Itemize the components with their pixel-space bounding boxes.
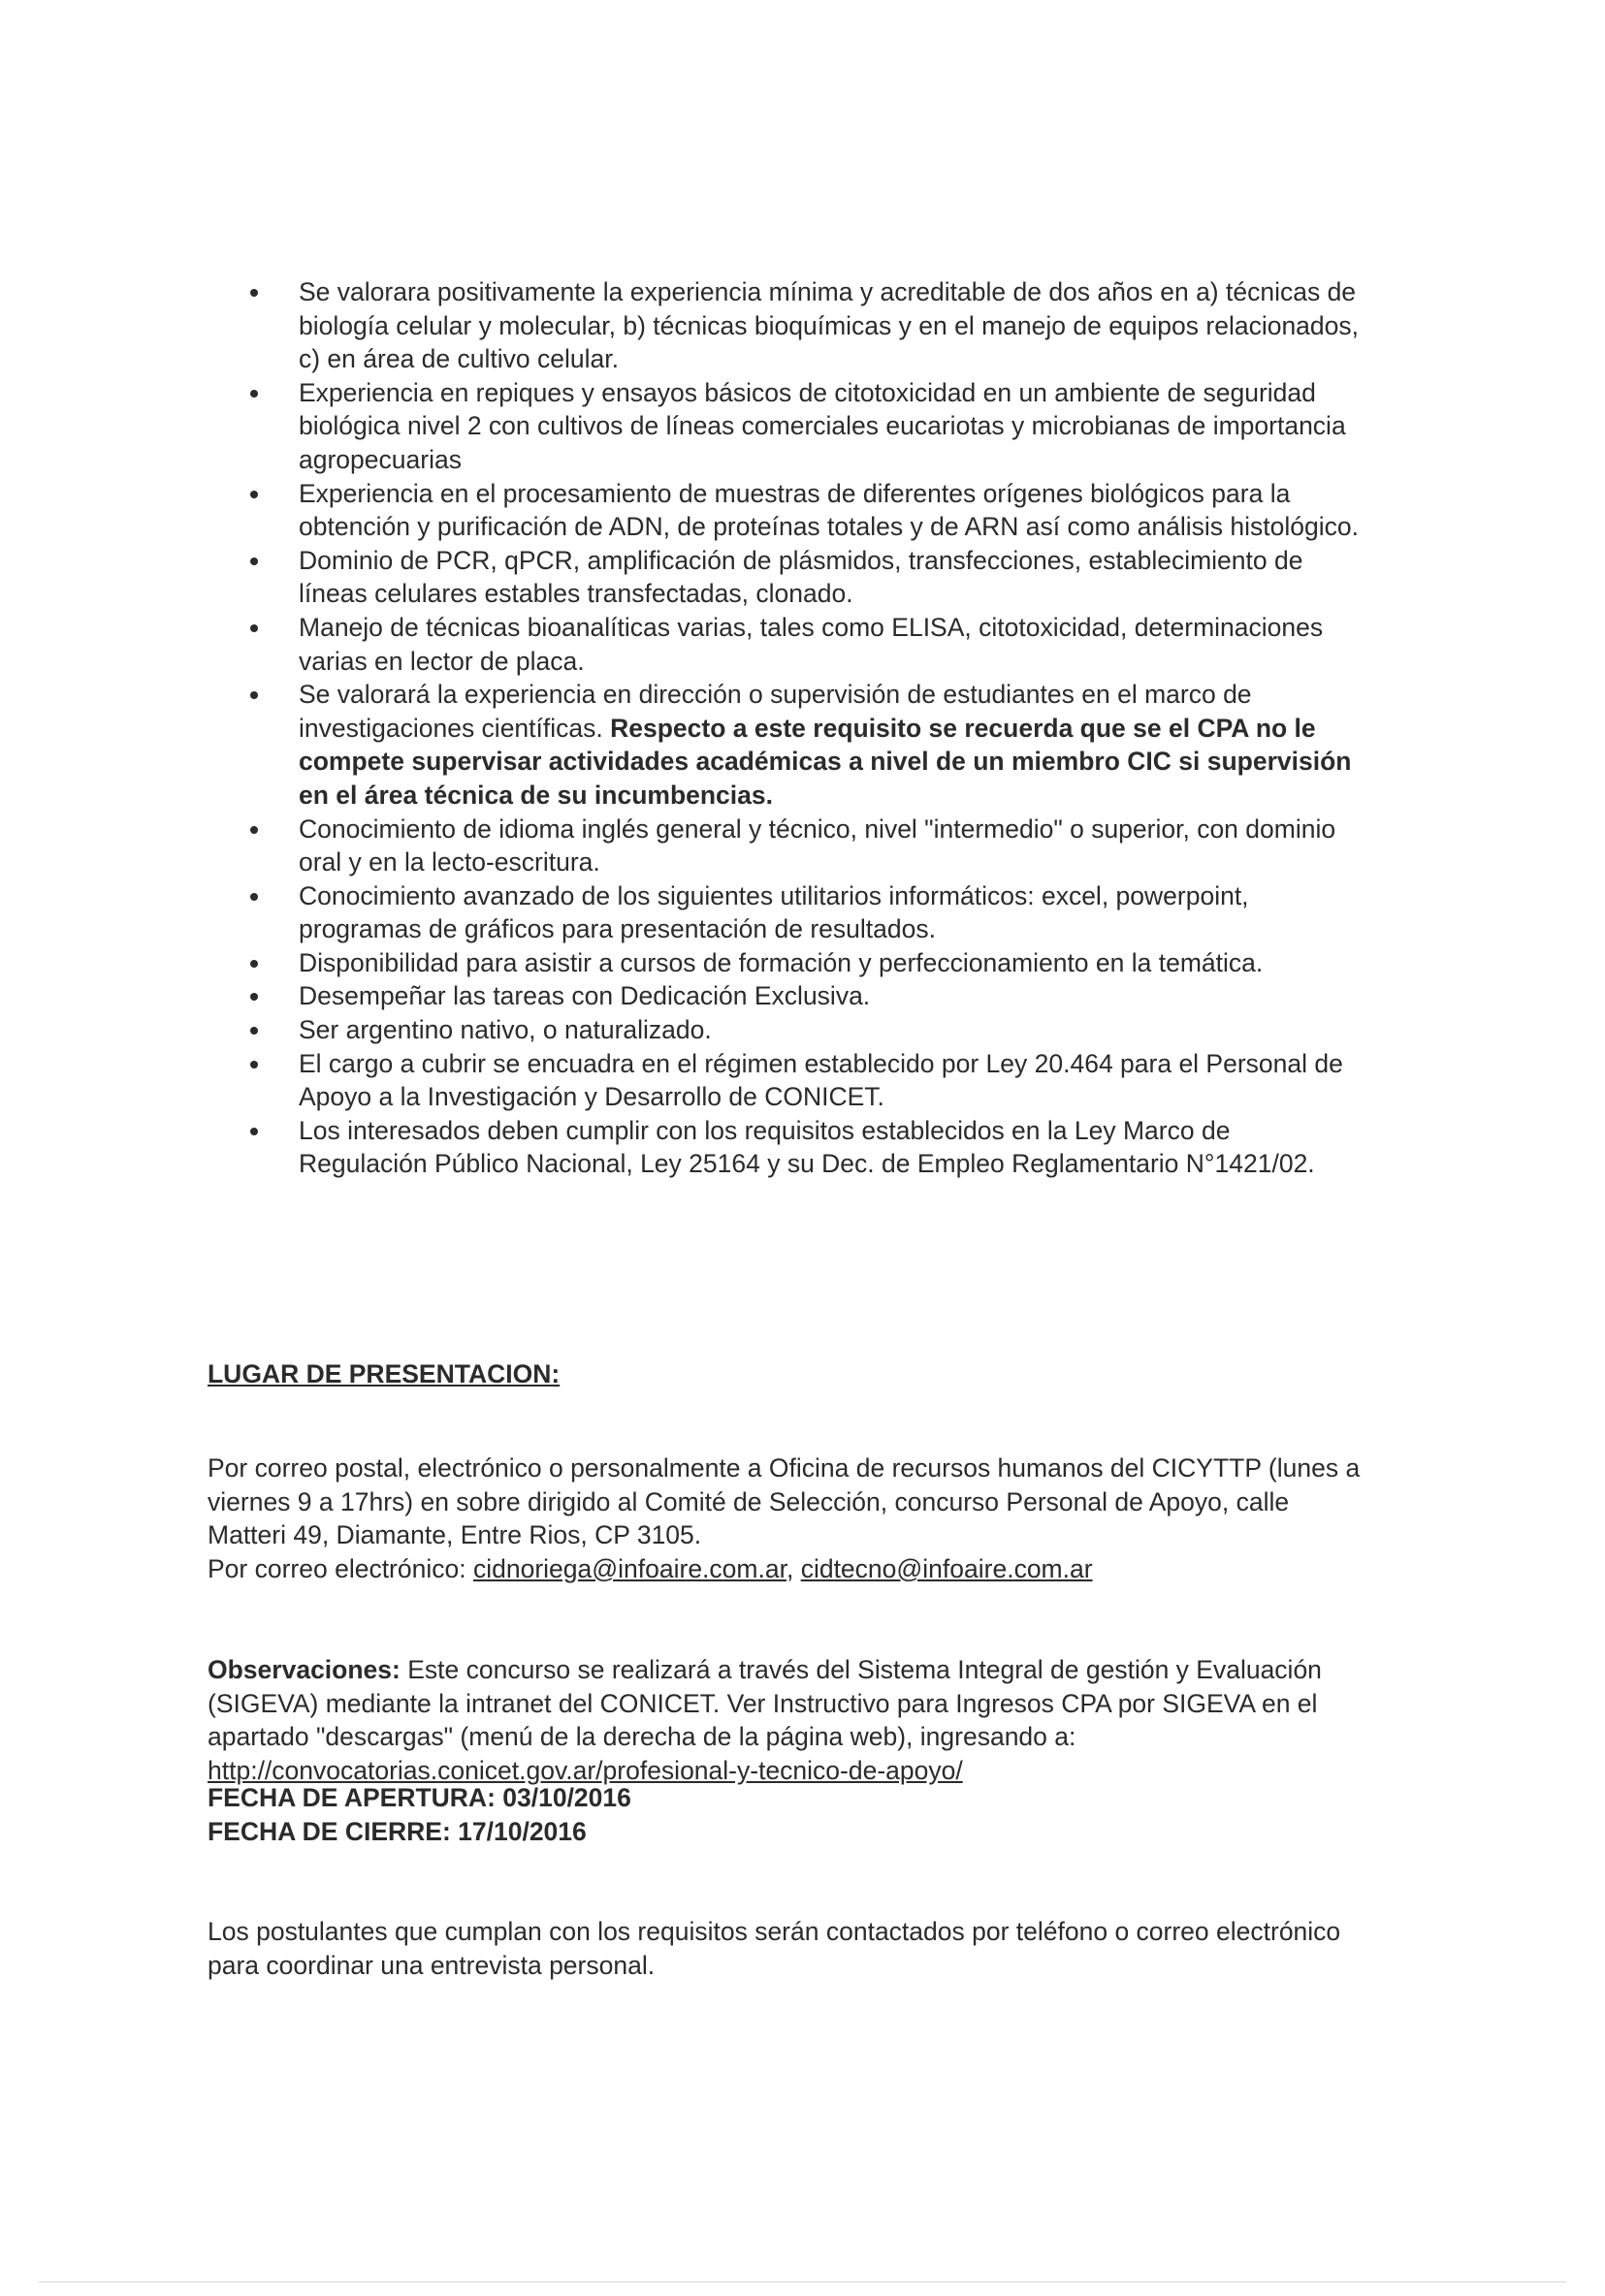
list-item	[250, 544, 1365, 611]
bullet-icon	[250, 1027, 258, 1035]
bullet-icon	[250, 826, 258, 834]
list-item	[250, 275, 1365, 376]
requirement-text: El cargo a cubrir se encuadra en el régimen establecido por Ley 20.464 para el Personal de Apoyo a la Investigación y Desarrollo de CONICET.	[299, 1048, 1343, 1112]
list-item	[250, 376, 1365, 477]
requirement-text: Conocimiento de idioma inglés general y técnico, nivel "intermedio" o superior, con dominio oral y en la lecto-escritura.	[299, 813, 1336, 877]
requirement-text: Experiencia en repiques y ensayos básicos de citotoxicidad en un ambiente de seguridad biológica nivel 2 con cultivos de líneas comerciales eucariotas y microbianas de importancia agropecuarias	[299, 377, 1346, 474]
bullet-icon	[250, 993, 258, 1001]
bullet-icon	[250, 491, 258, 498]
requirement-text: Ser argentino nativo, o naturalizado.	[299, 1015, 712, 1045]
list-item	[250, 979, 1365, 1013]
bullet-icon	[250, 1128, 258, 1135]
requirement-text: Los interesados deben cumplir con los requisitos establecidos en la Ley Marco de Regulación Público Nacional, Ley 25164 y su Dec. de Empleo Reglamentario N°1421/02.	[299, 1115, 1315, 1179]
email-separator: ,	[786, 1553, 801, 1583]
observaciones-paragraph	[208, 1653, 1371, 1787]
list-item	[250, 813, 1365, 879]
list-item	[250, 1013, 1365, 1047]
bottom-divider	[39, 2281, 1566, 2282]
requirement-text: Desempeñar las tareas con Dedicación Exclusiva.	[299, 981, 871, 1011]
closing-paragraph: Los postulantes que cumplan con los requisitos serán contactados por teléfono o correo electrónico para coordinar una entrevista personal.	[208, 1917, 1341, 1980]
bullet-icon	[250, 624, 258, 632]
email-link-cidtecno[interactable]: cidtecno@infoaire.com.ar	[800, 1553, 1093, 1583]
list-item	[250, 611, 1365, 678]
lugar-heading: LUGAR DE PRESENTACION:	[208, 1359, 561, 1388]
list-item	[250, 678, 1365, 812]
conicet-url-link[interactable]: http://convocatorias.conicet.gov.ar/profesional-y-tecnico-de-apoyo/	[208, 1755, 963, 1785]
requirement-text: Dominio de PCR, qPCR, amplificación de plásmidos, transfecciones, establecimiento de líneas celulares estables transfectadas, clonado.	[299, 545, 1303, 609]
requirement-text: Conocimiento avanzado de los siguientes utilitarios informáticos: excel, powerpoint, programas de gráficos para presentación de resultados.	[299, 880, 1249, 944]
lugar-paragraph	[208, 1451, 1371, 1585]
bullet-icon	[250, 893, 258, 901]
bullet-icon	[250, 289, 258, 297]
email-link-cidnoriega[interactable]: cidnoriega@infoaire.com.ar	[472, 1553, 786, 1583]
list-item	[250, 1047, 1365, 1114]
requirement-text: Experiencia en el procesamiento de muestras de diferentes orígenes biológicos para la obtención y purificación de ADN, de proteínas totales y de ARN así como análisis histológico.	[299, 478, 1359, 542]
fecha-cierre: FECHA DE CIERRE: 17/10/2016	[208, 1816, 587, 1846]
bullet-icon	[250, 1061, 258, 1068]
list-item	[250, 1114, 1365, 1181]
bullet-icon	[250, 691, 258, 699]
observaciones-label: Observaciones:	[208, 1655, 401, 1684]
list-item	[250, 879, 1365, 946]
requirement-text: Disponibilidad para asistir a cursos de formación y perfeccionamiento en la temática.	[299, 947, 1264, 977]
requirement-text: Se valorara positivamente la experiencia mínima y acreditable de dos años en a) técnicas de biología celular y molecular, b) técnicas bioquímicas y en el manejo de equipos relacionados, c) en área de cultivo celular.	[299, 277, 1360, 374]
bullet-icon	[250, 558, 258, 565]
requirement-text: Se valorará la experiencia en dirección o supervisión de estudiantes en el marco de investigaciones científicas.	[299, 680, 1252, 743]
fechas-block	[208, 1781, 631, 1848]
observaciones-text: Este concurso se realizará a través del Sistema Integral de gestión y Evaluación (SIGEVA) mediante la intranet del CONICET. Ver Instructivo para Ingresos CPA por SIGEVA en el apartado "descargas" (menú de la derecha de la página web), ingresando a:	[208, 1655, 1322, 1752]
list-item	[250, 946, 1365, 980]
requirements-list	[250, 275, 1365, 1181]
requirement-note-bold: Respecto a este requisito se recuerda que se el CPA no le compete supervisar actividades académicas a nivel de un miembro CIC si supervisión en el área técnica de su incumbencias.	[299, 713, 1352, 810]
email-prefix: Por correo electrónico:	[208, 1553, 473, 1583]
lugar-body: Por correo postal, electrónico o personalmente a Oficina de recursos humanos del CICYTTP (lunes a viernes 9 a 17hrs) en sobre dirigido al Comité de Selección, concurso Personal de Apoyo, calle Matteri 49, Diamante, Entre Rios, CP 3105.	[208, 1453, 1361, 1550]
fecha-apertura: FECHA DE APERTURA: 03/10/2016	[208, 1783, 631, 1812]
list-item	[250, 477, 1365, 544]
bullet-icon	[250, 960, 258, 968]
requirement-text: Manejo de técnicas bioanalíticas varias, tales como ELISA, citotoxicidad, determinaciones varias en lector de placa.	[299, 612, 1324, 676]
bullet-icon	[250, 390, 258, 398]
